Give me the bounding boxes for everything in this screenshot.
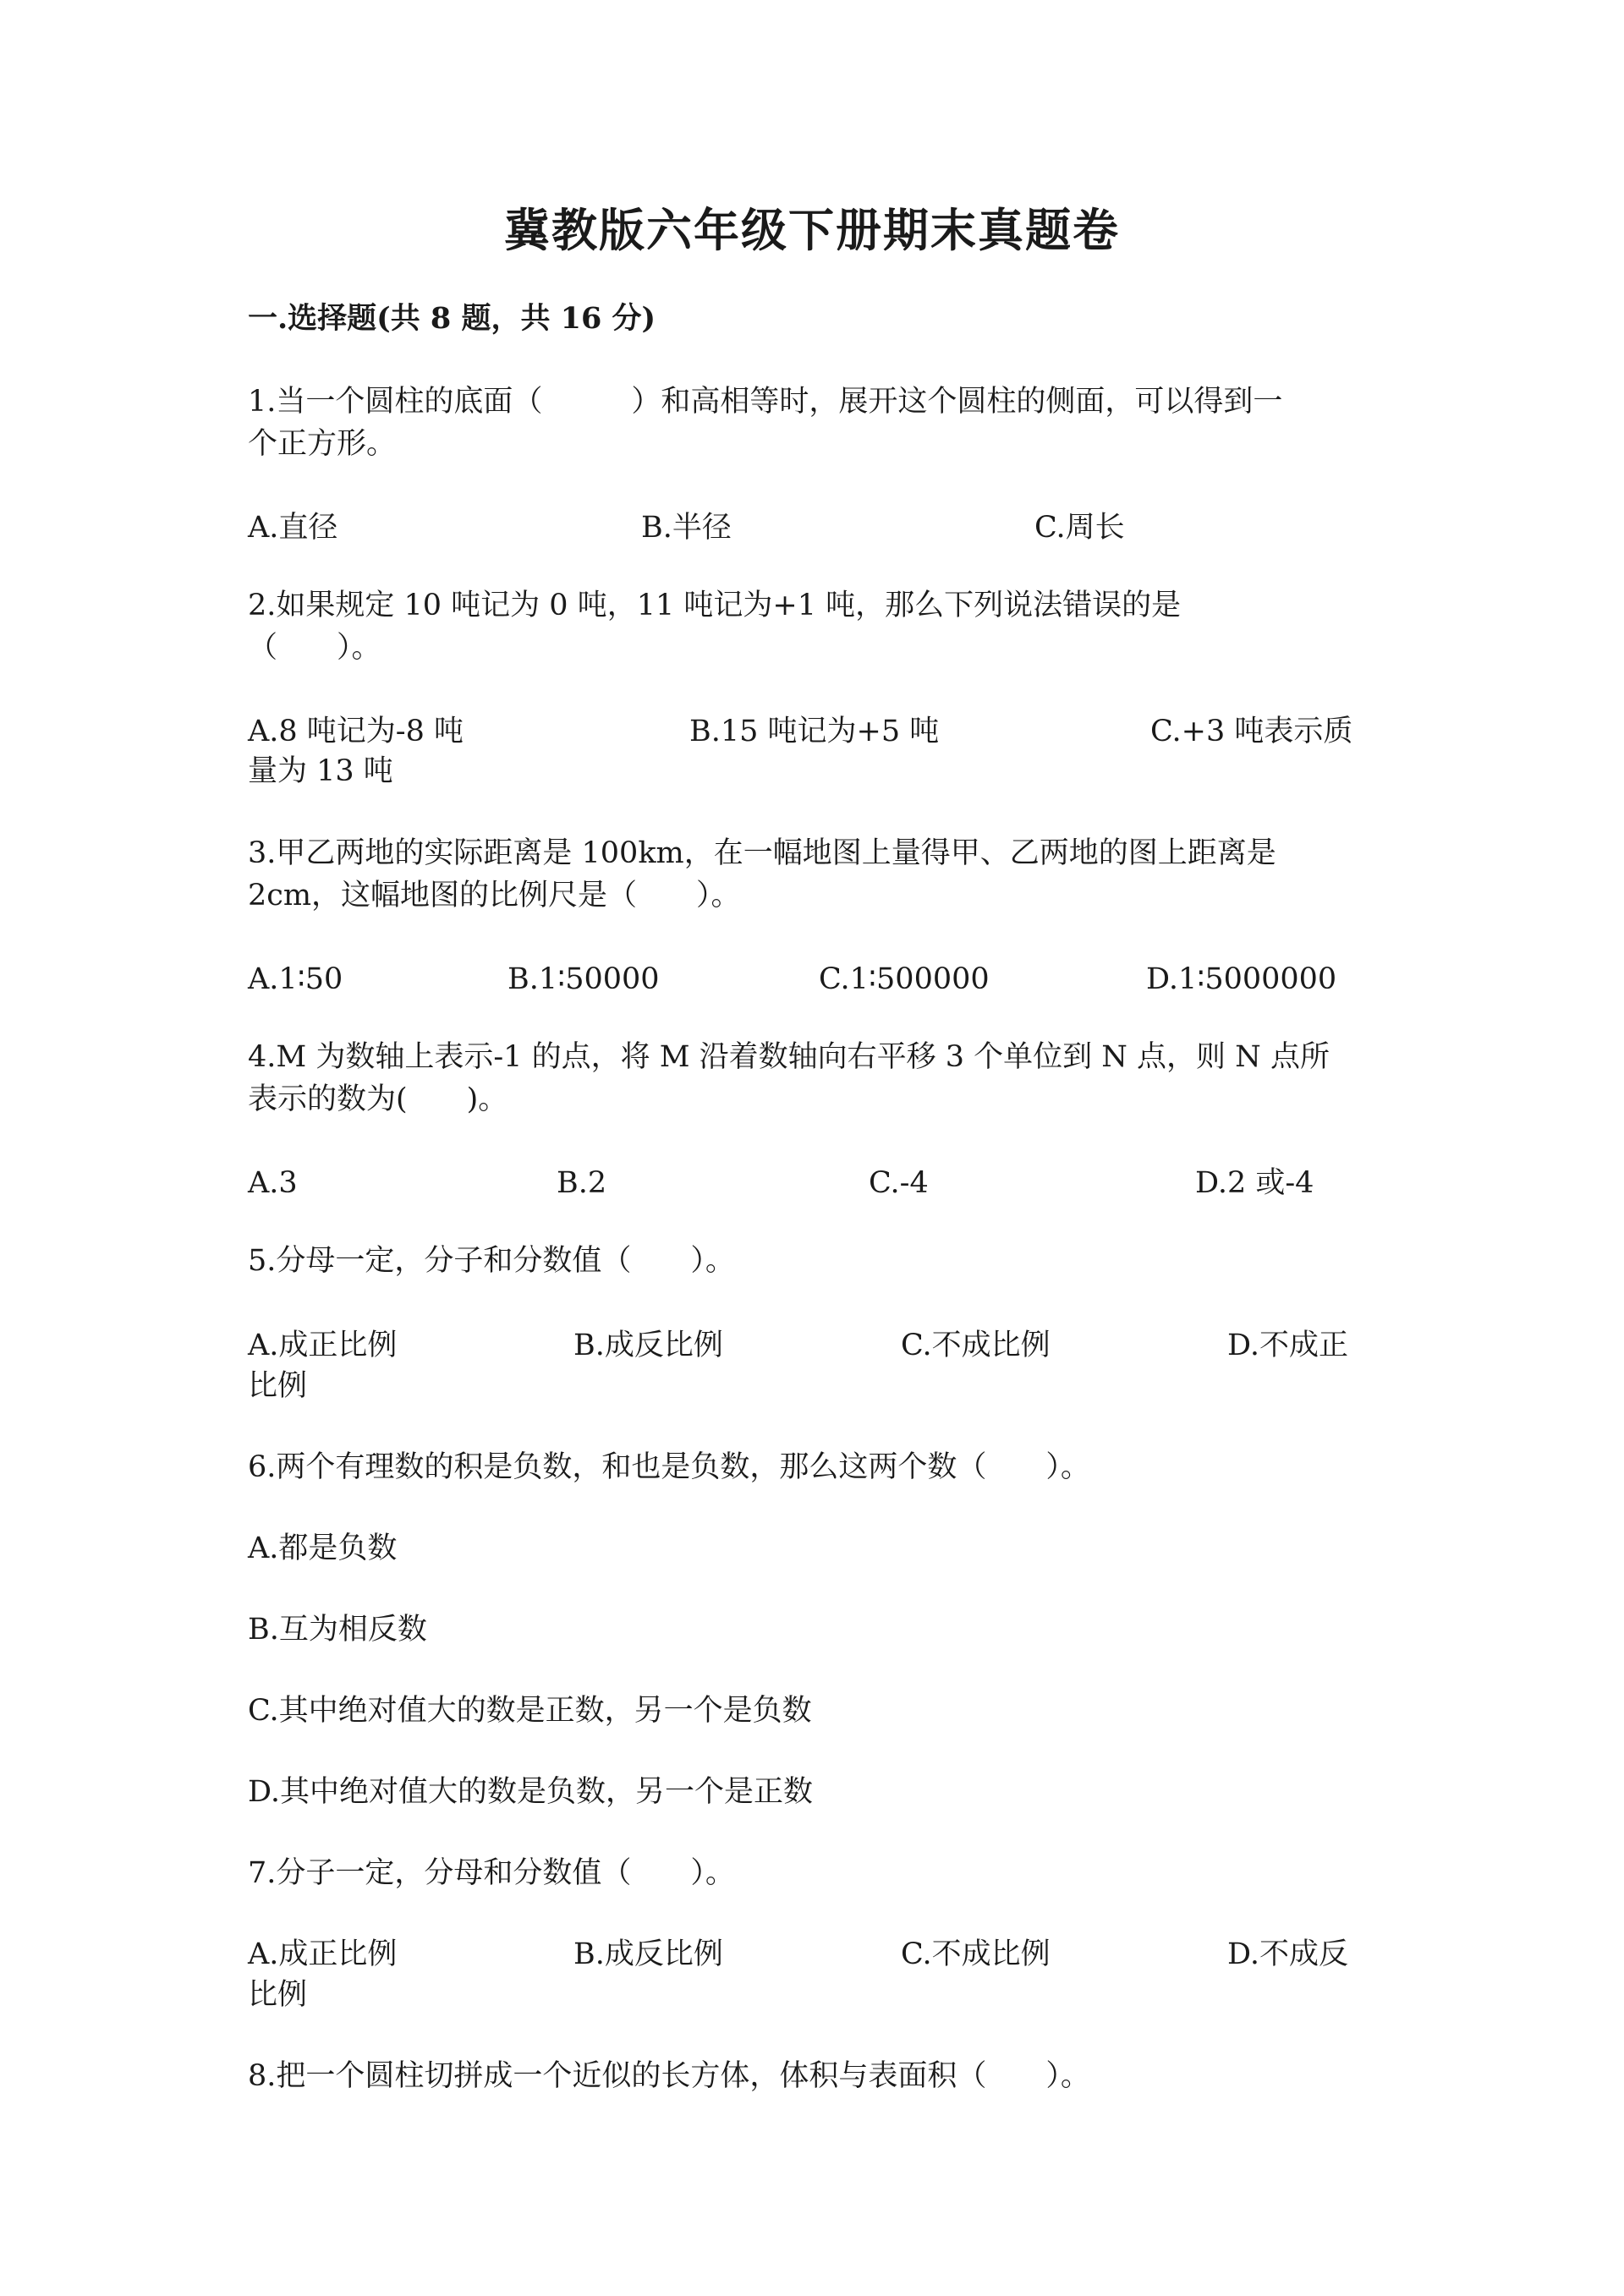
question-1-option-a: A.直径 bbox=[248, 511, 338, 545]
question-1-option-c: C.周长 bbox=[1034, 511, 1125, 545]
question-3-stem bbox=[248, 832, 1385, 917]
question-6-line-1: 6.两个有理数的积是负数，和也是负数，那么这两个数（ ）。 bbox=[248, 1450, 1090, 1484]
question-5-option-b: B.成反比例 bbox=[573, 1329, 723, 1362]
question-2-line-1: 2.如果规定 10 吨记为 0 吨，11 吨记为+1 吨，那么下列说法错误的是 bbox=[248, 589, 1182, 622]
question-5-option-d: D.不成正 bbox=[1227, 1329, 1348, 1362]
question-2-option-c-continued: 量为 13 吨 bbox=[248, 754, 393, 788]
question-7-stem bbox=[248, 1852, 1385, 1894]
question-5-option-a: A.成正比例 bbox=[248, 1329, 398, 1362]
question-6-stem bbox=[248, 1446, 1385, 1488]
question-7-line-1: 7.分子一定，分母和分数值（ ）。 bbox=[248, 1856, 735, 1890]
question-5-option-c: C.不成比例 bbox=[901, 1329, 1051, 1362]
question-3-option-a: A.1∶50 bbox=[248, 962, 343, 996]
question-2-option-c: C.+3 吨表示质 bbox=[1150, 715, 1353, 748]
question-4-options bbox=[248, 1162, 1385, 1204]
question-2-option-a: A.8 吨记为-8 吨 bbox=[248, 715, 464, 748]
question-6-option-d: D.其中绝对值大的数是负数，另一个是正数 bbox=[248, 1775, 813, 1809]
question-6-option-a: A.都是负数 bbox=[248, 1532, 398, 1565]
question-6-option-b: B.互为相反数 bbox=[248, 1613, 427, 1647]
question-6-option-c: C.其中绝对值大的数是正数，另一个是负数 bbox=[248, 1694, 812, 1728]
question-5-options bbox=[248, 1324, 1385, 1367]
question-1-stem bbox=[248, 381, 1385, 465]
question-4-option-a: A.3 bbox=[248, 1166, 298, 1200]
question-7-option-c: C.不成比例 bbox=[901, 1937, 1051, 1971]
question-4-line-2: 表示的数为( )。 bbox=[248, 1082, 508, 1116]
question-7-option-d-continued: 比例 bbox=[248, 1978, 308, 2012]
question-8-line-1: 8.把一个圆柱切拼成一个近似的长方体，体积与表面积（ ）。 bbox=[248, 2059, 1090, 2093]
question-2-option-b: B.15 吨记为+5 吨 bbox=[689, 715, 940, 748]
question-1-line-2: 个正方形。 bbox=[248, 427, 397, 461]
question-5-option-d-continued: 比例 bbox=[248, 1369, 308, 1403]
question-5-line-1: 5.分母一定，分子和分数值（ ）。 bbox=[248, 1244, 735, 1278]
question-4-option-c: C.-4 bbox=[869, 1166, 929, 1200]
question-2-line-2: （ ）。 bbox=[248, 631, 381, 665]
question-4-option-d: D.2 或-4 bbox=[1195, 1166, 1314, 1200]
question-2-stem bbox=[248, 584, 1385, 669]
question-1-line-1: 1.当一个圆柱的底面（ ）和高相等时，展开这个圆柱的侧面，可以得到一 bbox=[248, 385, 1283, 419]
question-3-option-b: B.1∶50000 bbox=[508, 962, 660, 996]
question-7-options bbox=[248, 1933, 1385, 1975]
document-title: 冀教版六年级下册期末真题卷 bbox=[504, 203, 1120, 257]
question-4-line-1: 4.M 为数轴上表示-1 的点，将 M 沿着数轴向右平移 3 个单位到 N 点，则 N 点所 bbox=[248, 1040, 1330, 1074]
question-4-option-b: B.2 bbox=[557, 1166, 607, 1200]
question-5-stem bbox=[248, 1240, 1385, 1282]
section-heading-choice: 一.选择题(共 8 题，共 16 分) bbox=[248, 301, 656, 336]
question-7-option-d: D.不成反 bbox=[1227, 1937, 1348, 1971]
question-7-option-a: A.成正比例 bbox=[248, 1937, 398, 1971]
question-3-line-2: 2cm，这幅地图的比例尺是（ ）。 bbox=[248, 879, 741, 912]
question-3-options bbox=[248, 958, 1385, 1000]
question-1-option-b: B.半径 bbox=[641, 511, 732, 545]
question-4-stem bbox=[248, 1036, 1385, 1121]
question-7-option-b: B.成反比例 bbox=[573, 1937, 723, 1971]
question-3-option-c: C.1∶500000 bbox=[819, 962, 990, 996]
question-2-options bbox=[248, 710, 1385, 753]
question-1-options bbox=[248, 507, 1385, 549]
question-3-line-1: 3.甲乙两地的实际距离是 100km，在一幅地图上量得甲、乙两地的图上距离是 bbox=[248, 836, 1276, 870]
question-3-option-d: D.1∶5000000 bbox=[1146, 962, 1337, 996]
question-8-stem bbox=[248, 2055, 1385, 2097]
